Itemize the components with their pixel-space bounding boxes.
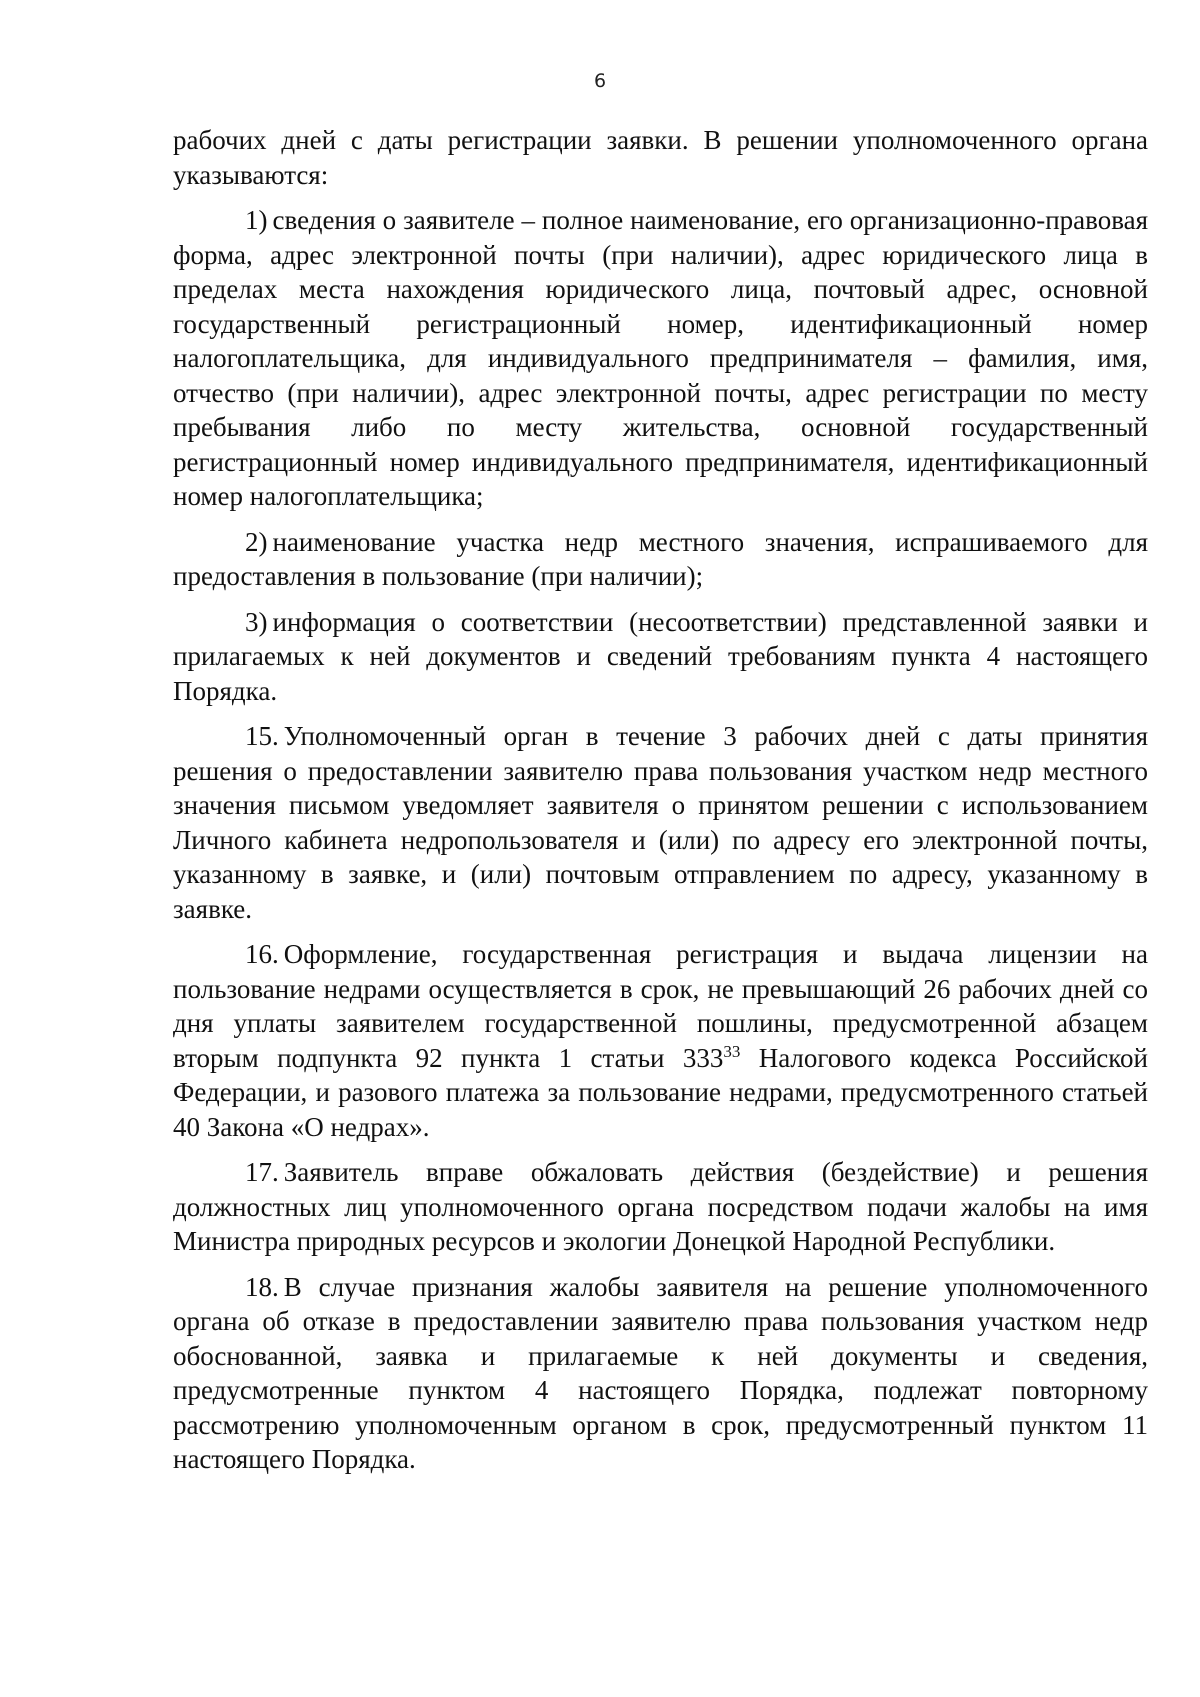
page-number: 6 (593, 70, 607, 92)
paragraph-text: рабочих дней с даты регистрации заявки. В решении уполномоченного органа указываются: (173, 125, 1148, 190)
paragraph-continuation (173, 123, 1148, 192)
paragraph-clause-17 (173, 1155, 1148, 1259)
paragraph-text: наименование участка недр местного значения, испрашиваемого для предоставления в пользование (при наличии); (173, 526, 1148, 591)
clause-number: 17. (245, 1157, 279, 1187)
paragraph-text: сведения о заявителе – полное наименование, его организационно-правовая форма, адрес электронной почты (при наличии), адрес юридического лица в пределах места нахождения юридического лица, почтовый адрес, основной государственный регистрационный номер, идентификационный номер налогоплательщика, для индивидуального предпринимателя – фамилия, имя, отчество (при наличии), адрес электронной почты, адрес регистрации по месту пребывания либо по месту жительства, основной государственный регистрационный номер индивидуального предпринимателя, идентификационный номер налогоплательщика; (173, 205, 1148, 511)
paragraph-item-3 (173, 605, 1148, 709)
paragraph-text: Уполномоченный орган в течение 3 рабочих дней с даты принятия решения о предоставлении заявителю права пользования участком недр местного значения письмом уведомляет заявителя о принятом решении с использованием Личного кабинета недропользователя и (или) по адресу его электронной почты, указанному в заявке, и (или) почтовым отправлением по адресу, указанному в заявке. (173, 721, 1148, 924)
item-number: 1) (245, 205, 268, 235)
document-body (173, 123, 1148, 1488)
paragraph-clause-16 (173, 937, 1148, 1144)
paragraph-clause-15 (173, 719, 1148, 926)
paragraph-text: Оформление, государственная регистрация и выдача лицензии на пользование недрами осуществляется в срок, не превышающий 26 рабочих дней со дня уплаты заявителем государственной пошлины, предусмотренной абзацем вторым подпункта 92 пункта 1 статьи 333 (173, 939, 1148, 1073)
paragraph-clause-18 (173, 1270, 1148, 1477)
item-number: 2) (245, 526, 268, 557)
superscript-article-number: 33 (723, 1041, 741, 1061)
clause-number: 18. (245, 1271, 279, 1302)
paragraph-text: Заявитель вправе обжаловать действия (бездействие) и решения должностных лиц уполномоченного органа посредством подачи жалобы на имя Министра природных ресурсов и экологии Донецкой Народной Республики. (173, 1157, 1148, 1256)
item-number: 3) (245, 606, 268, 637)
clause-number: 15. (245, 721, 279, 751)
paragraph-item-1 (173, 203, 1148, 514)
paragraph-text: информация о соответствии (несоответствии) представленной заявки и прилагаемых к ней документов и сведений требованиям пункта 4 настоящего Порядка. (173, 606, 1148, 706)
clause-number: 16. (245, 939, 279, 969)
paragraph-item-2 (173, 525, 1148, 594)
paragraph-text: В случае признания жалобы заявителя на решение уполномоченного органа об отказе в предоставлении заявителю права пользования участком недр обоснованной, заявка и прилагаемые к ней документы и сведения, предусмотренные пунктом 4 настоящего Порядка, подлежат повторному рассмотрению уполномоченным органом в срок, предусмотренный пунктом 11 настоящего Порядка. (173, 1271, 1148, 1474)
paragraph-text-continued: Налогового кодекса Российской Федерации, и разового платежа за пользование недрами, предусмотренного статьей 40 Закона «О недрах». (173, 1042, 1148, 1142)
